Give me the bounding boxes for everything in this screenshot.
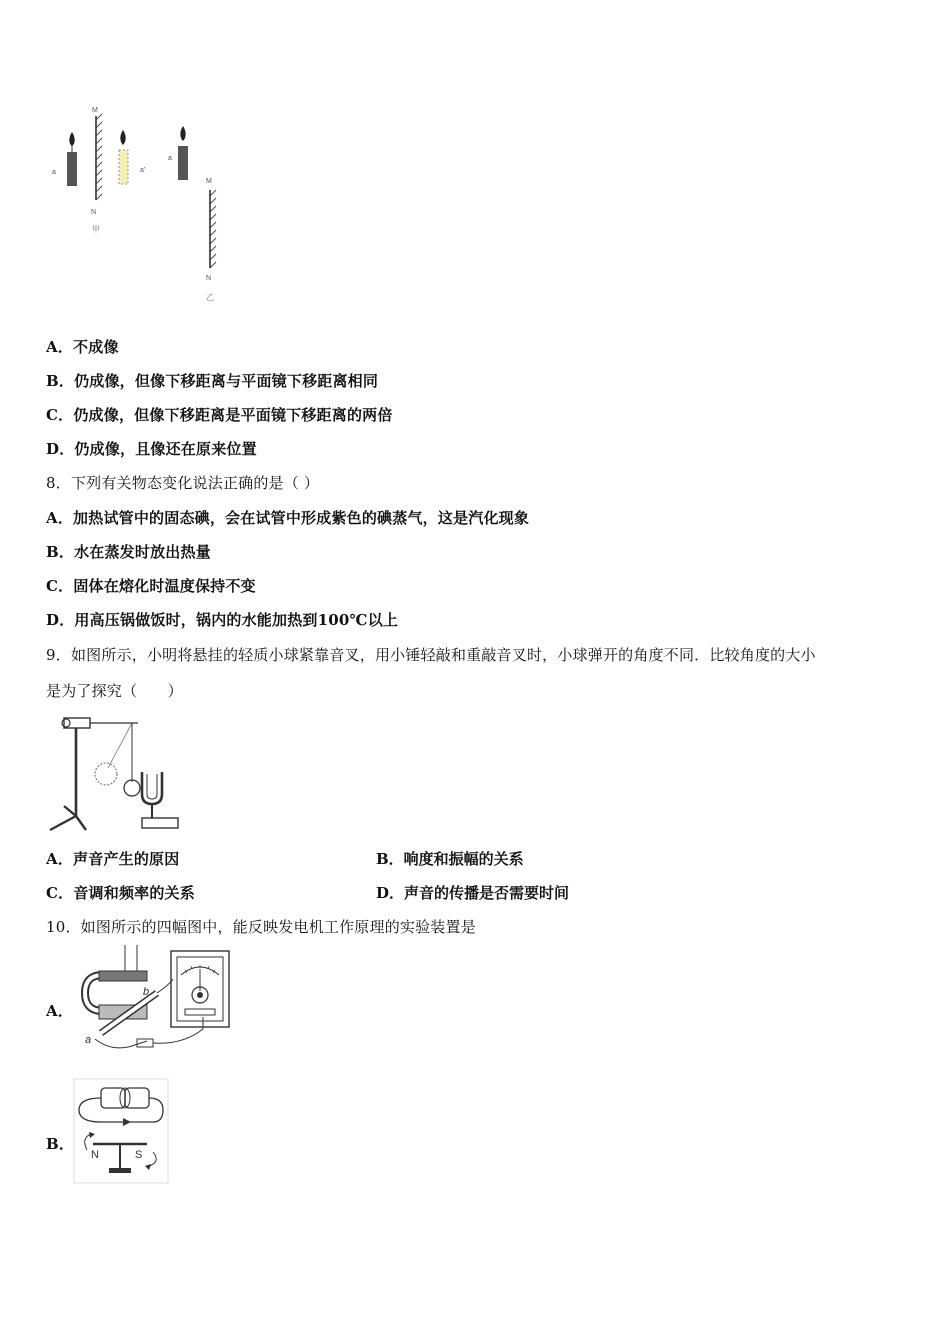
- q8-option-c: C．固体在熔化时温度保持不变: [46, 577, 256, 595]
- arrow-right-icon: [123, 1118, 131, 1126]
- q7-option-c: C．仍成像，但像下移距离是平面镜下移距离的两倍: [46, 406, 393, 424]
- q8-option-b: B．水在蒸发时放出热量: [46, 543, 211, 561]
- caption-jia: 甲: [92, 225, 100, 234]
- label-N-pole: N: [91, 1149, 99, 1161]
- q7-option-b: B．仍成像，但像下移距离与平面镜下移距离相同: [46, 372, 379, 390]
- q7-option-a: A．不成像: [46, 338, 119, 356]
- candle-image-a-prime: [119, 150, 128, 184]
- mirror-candle-figure: [46, 100, 236, 310]
- candle-a2: [178, 146, 188, 180]
- label-a-prime: a': [140, 167, 146, 174]
- q9-option-d: D．声音的传播是否需要时间: [376, 884, 570, 902]
- label-a2: a: [168, 155, 172, 162]
- q8-stem: 8．下列有关物态变化说法正确的是（ ）: [46, 474, 320, 492]
- label-a: a: [52, 169, 56, 176]
- q10-option-b-label: B．: [46, 1135, 75, 1153]
- label-N2: N: [206, 275, 212, 282]
- flame-icon: [180, 126, 185, 141]
- q9-stem-line1: 9．如图所示，小明将悬挂的轻质小球紧靠音叉，用小锤轻敲和重敲音叉时，小球弹开的角度不同．比较角度的大小: [46, 646, 816, 664]
- q9-option-c: C．音调和频率的关系: [46, 884, 195, 902]
- q10-stem: 10．如图所示的四幅图中，能反映发电机工作原理的实验装置是: [46, 918, 476, 936]
- q9-option-a: A．声音产生的原因: [46, 850, 180, 868]
- q8-option-d: D．用高压锅做饭时，锅内的水能加热到100℃以上: [46, 611, 399, 629]
- label-S-pole: S: [135, 1149, 143, 1161]
- label-M: M: [92, 107, 98, 114]
- q10-option-a-label: A．: [46, 1002, 74, 1020]
- rotation-arrow-icon: [145, 1164, 151, 1170]
- q9-stem-line2: 是为了探究（ ）: [46, 682, 183, 700]
- label-b: b: [143, 986, 150, 998]
- oersted-experiment-figure: [73, 1078, 169, 1184]
- flame-icon: [120, 130, 125, 145]
- flame-icon: [69, 132, 74, 146]
- label-N: N: [91, 209, 97, 216]
- tuning-fork-figure: [46, 712, 186, 836]
- q9-option-b: B．响度和振幅的关系: [376, 850, 524, 868]
- caption-yi: 乙: [206, 293, 214, 302]
- rotation-arrow-icon: [89, 1132, 95, 1138]
- q7-option-d: D．仍成像，且像还在原来位置: [46, 440, 257, 458]
- label-a: a: [85, 1034, 92, 1046]
- q8-option-a: A．加热试管中的固态碘，会在试管中形成紫色的碘蒸气，这是汽化现象: [46, 509, 530, 527]
- candle-a: [67, 152, 77, 186]
- generator-galvanometer-figure: [73, 945, 239, 1065]
- label-M2: M: [206, 178, 212, 185]
